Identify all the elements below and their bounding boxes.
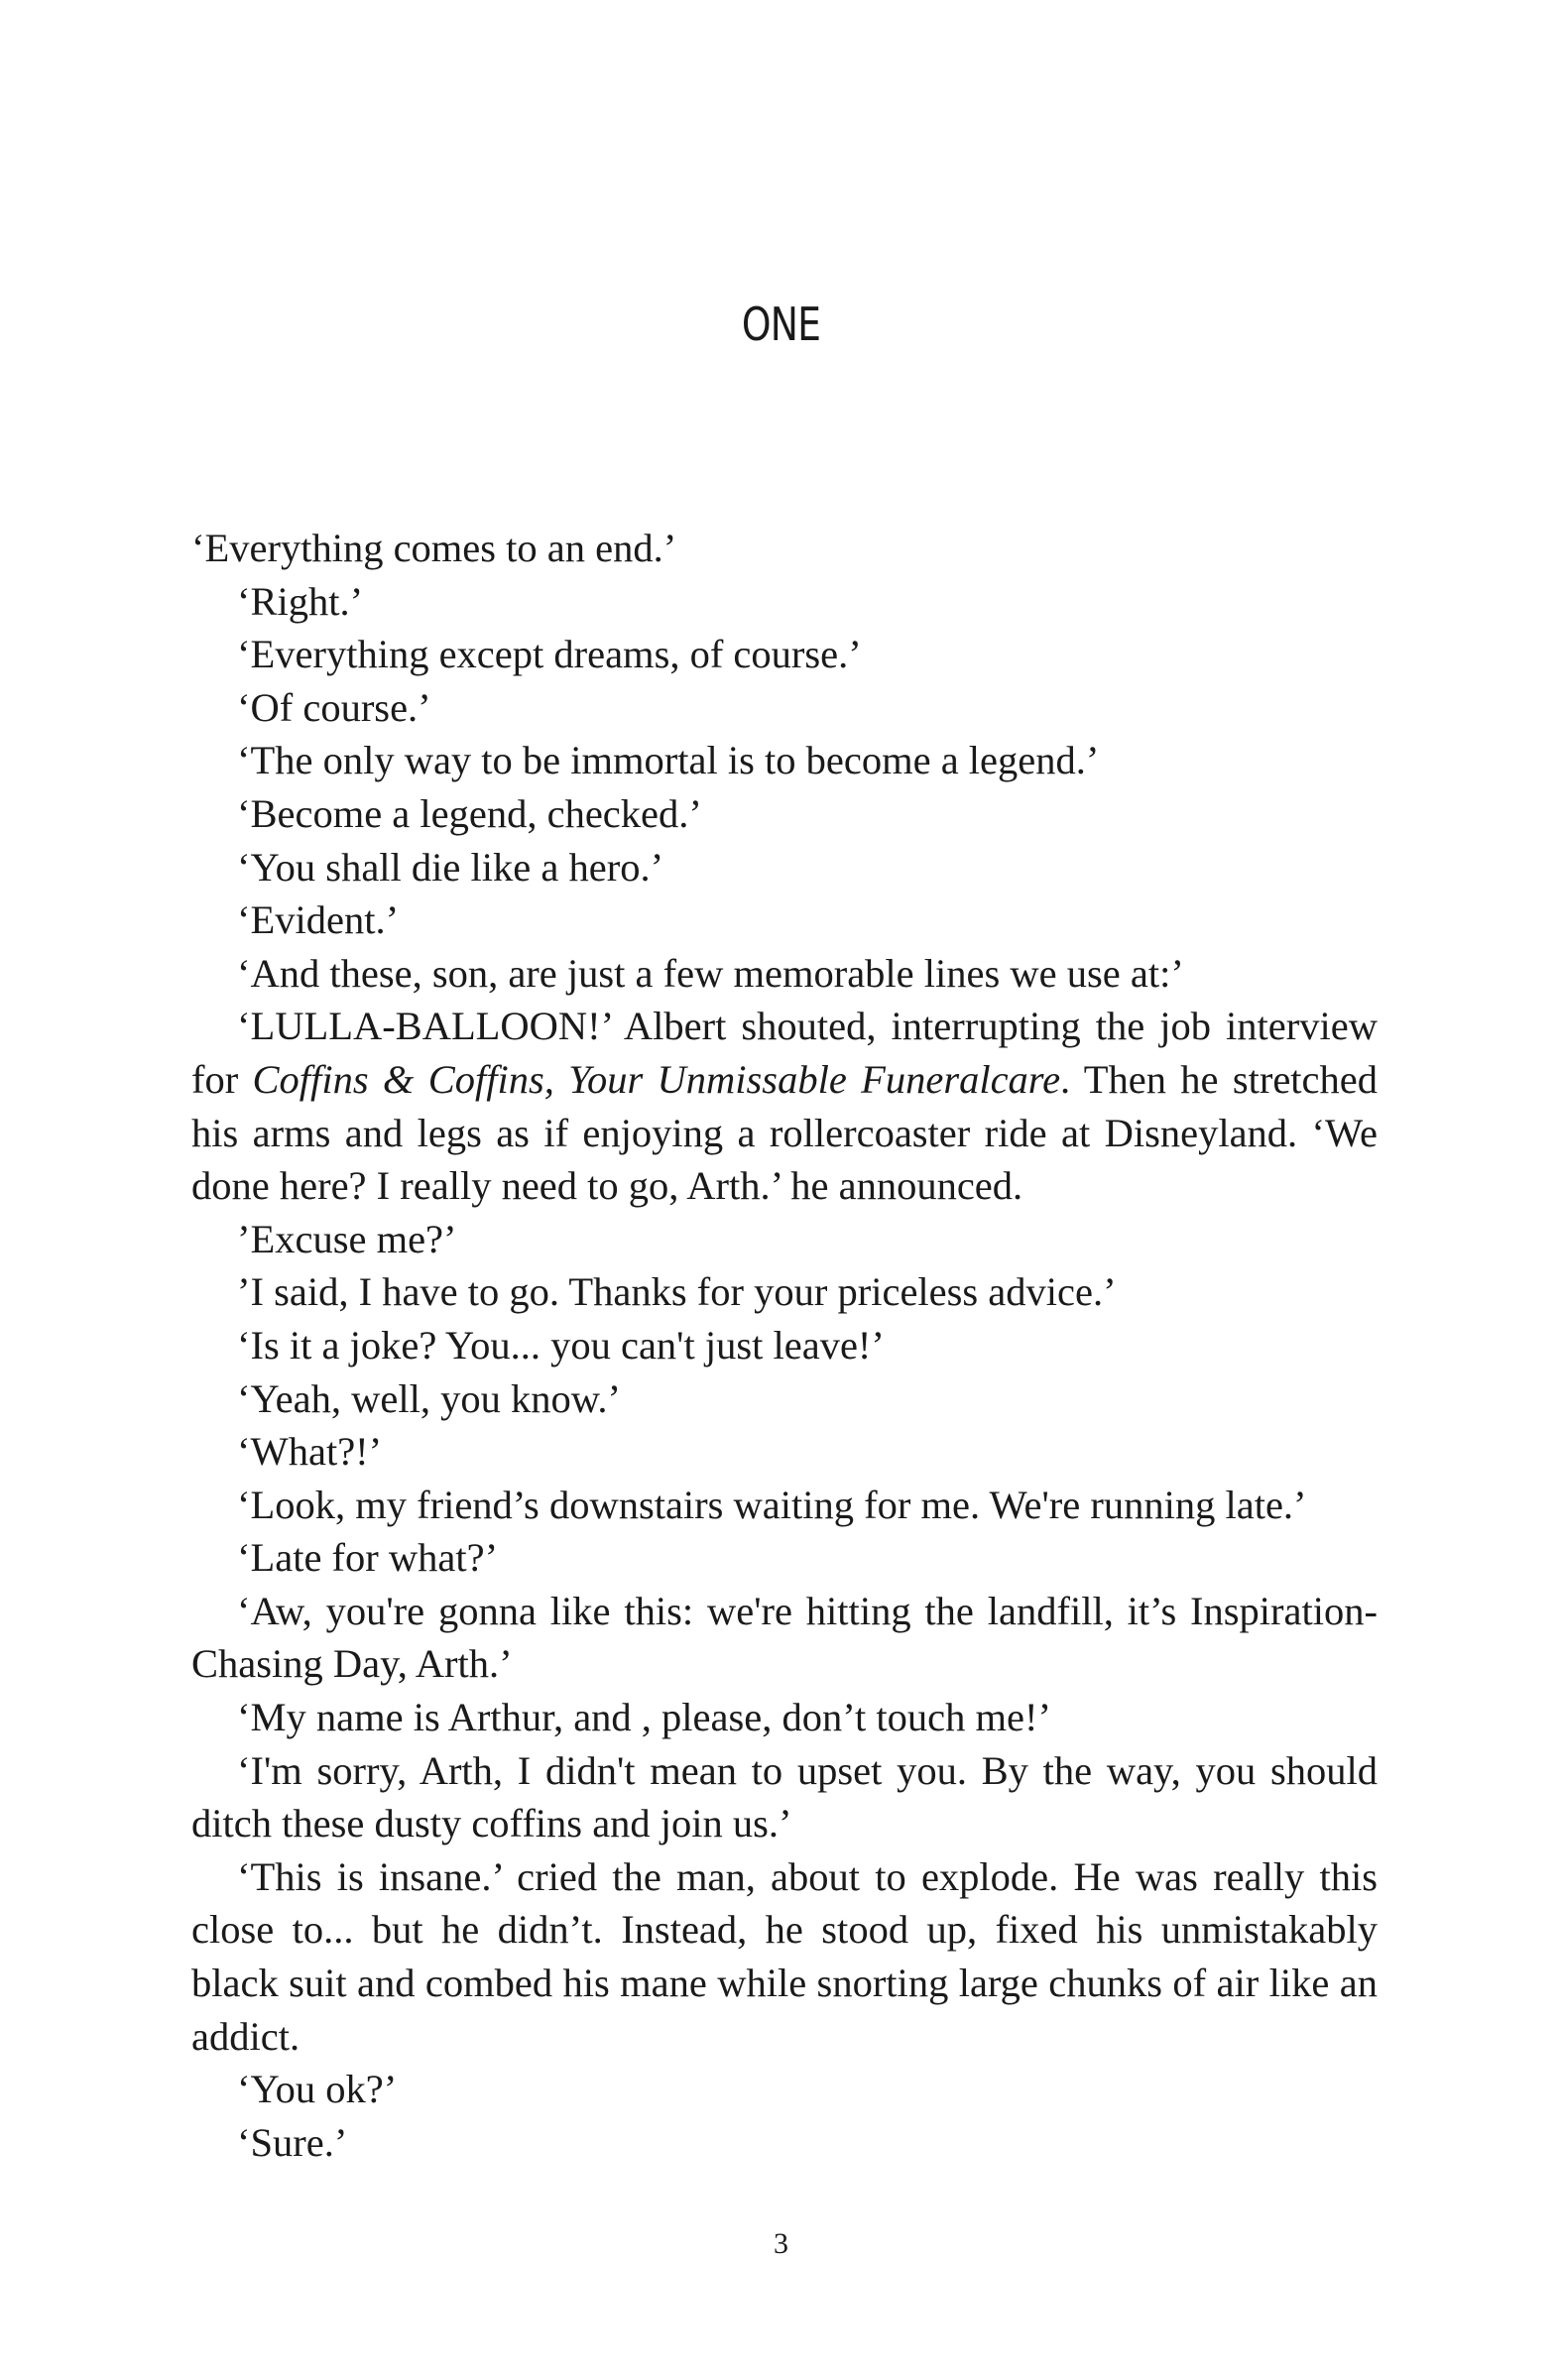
- paragraph-text: . Then he stretched his arms and legs as if enjoying a rollercoaster ride at Disneyland. ‘We done here? I really need to go, Arth.’ he announced.: [191, 1056, 1378, 1209]
- paragraph: ‘Is it a joke? You... you can't just leave!’: [237, 1322, 885, 1368]
- paragraph: ‘The only way to be immortal is to become a legend.’: [237, 738, 1100, 783]
- paragraph: ‘This is insane.’ cried the man, about to explode. He was really this close to... but he didn’t. Instead, he stood up, fixed his unmistakably black suit and combed his mane while snorting large chunks of air like an addict.: [191, 1853, 1378, 2059]
- paragraph: ‘Yeah, well, you know.’: [237, 1375, 621, 1421]
- paragraph: ‘You shall die like a hero.’: [237, 844, 664, 890]
- paragraph-lulla-balloon: [191, 1000, 1378, 1212]
- business-name-italic: Coffins & Coffins, Your Unmissable Funeralcare: [252, 1056, 1061, 1102]
- paragraph: ‘Of course.’: [237, 684, 431, 730]
- paragraph: ‘Aw, you're gonna like this: we're hitting the landfill, it’s Inspiration-Chasing Day, Arth.’: [191, 1588, 1378, 1687]
- paragraph: ‘And these, son, are just a few memorable lines we use at:’: [237, 950, 1184, 996]
- paragraph: ‘Become a legend, checked.’: [237, 790, 702, 836]
- paragraph: ‘My name is Arthur, and , please, don’t touch me!’: [237, 1695, 1051, 1740]
- paragraph: ‘Everything except dreams, of course.’: [237, 632, 862, 677]
- paragraph: ‘Sure.’: [237, 2119, 348, 2165]
- paragraph: ‘What?!’: [237, 1429, 383, 1475]
- paragraph: ‘Everything comes to an end.’: [191, 526, 677, 570]
- paragraph: ‘I'm sorry, Arth, I didn't mean to upset you. By the way, you should ditch these dusty coffins and join us.’: [191, 1747, 1378, 1846]
- paragraph: ‘Look, my friend’s downstairs waiting for me. We're running late.’: [237, 1482, 1307, 1527]
- chapter-title: ONE: [741, 298, 821, 351]
- page-number: 3: [774, 2227, 788, 2260]
- paragraph: ‘You ok?’: [237, 2067, 398, 2112]
- paragraph: ‘Evident.’: [237, 897, 400, 943]
- paragraph: ‘Late for what?’: [237, 1535, 499, 1581]
- paragraph: ’I said, I have to go. Thanks for your priceless advice.’: [237, 1269, 1117, 1315]
- paragraph-text: ‘LULLA-BALLOON!’ Albert shouted, interrupting the job interview for: [191, 1004, 1378, 1102]
- paragraph: ‘Right.’: [237, 578, 364, 624]
- paragraph: ’Excuse me?’: [237, 1216, 457, 1261]
- body-text: [191, 522, 1378, 2169]
